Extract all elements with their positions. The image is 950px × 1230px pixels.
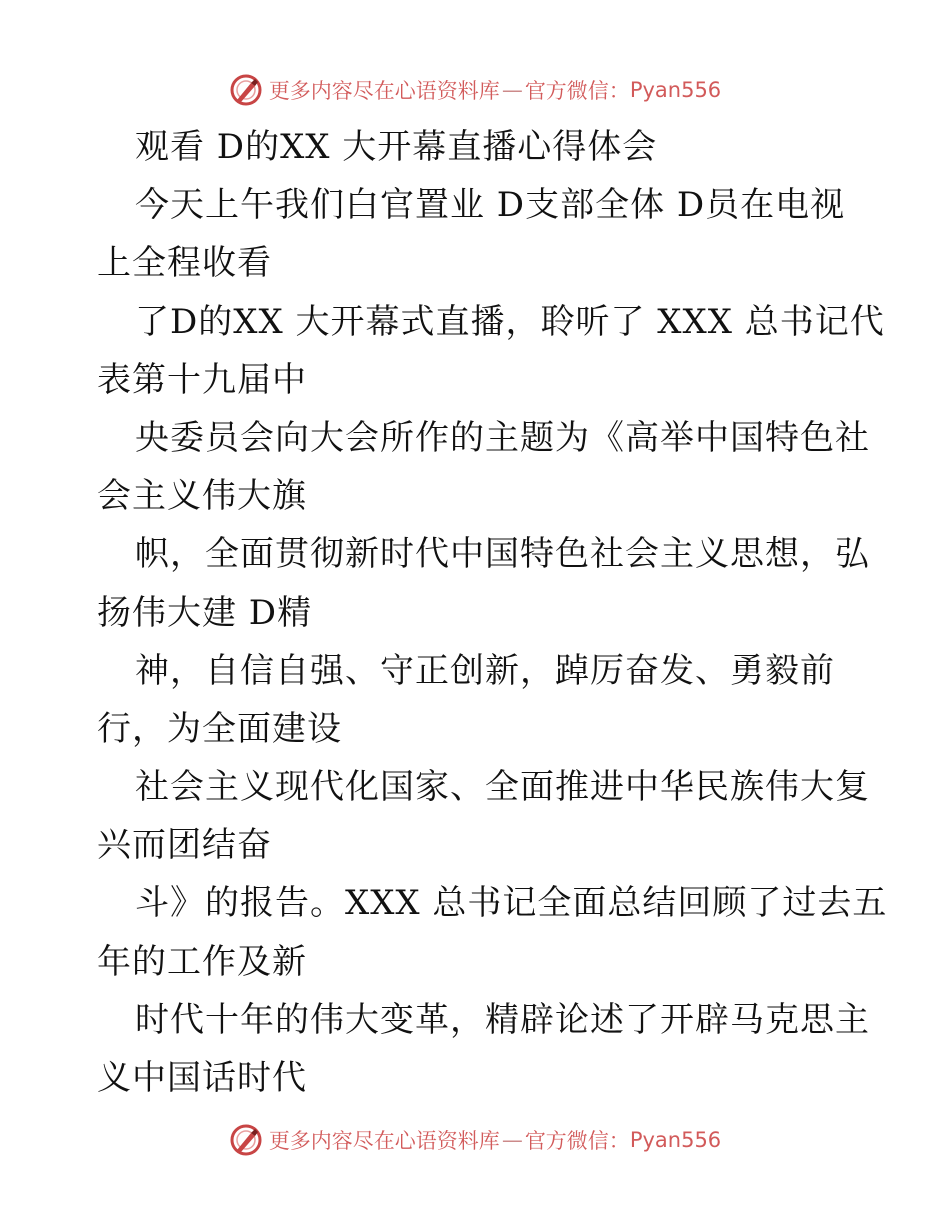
paragraph-line: 会主义伟大旗 bbox=[97, 476, 307, 517]
paragraph-line: 兴而团结奋 bbox=[97, 825, 272, 866]
watermark-wechat-label: 官方微信： bbox=[524, 79, 630, 103]
paragraph-line: 神，自信自强、守正创新，踔厉奋发、勇毅前 bbox=[135, 650, 835, 691]
watermark-wechat-id: Pyan556 bbox=[629, 78, 722, 102]
watermark-wechat-label: 官方微信： bbox=[524, 1129, 630, 1153]
watermark-promo-text: 更多内容尽在心语资料库 bbox=[268, 1129, 500, 1153]
watermark-separator: — bbox=[501, 1128, 523, 1152]
watermark-promo-text: 更多内容尽在心语资料库 bbox=[268, 79, 500, 103]
paragraph-line: 斗》的报告。XXX 总书记全面总结回顾了过去五 bbox=[135, 883, 888, 924]
paragraph-line: 今天上午我们白官置业 D支部全体 D员在电视 bbox=[135, 185, 846, 226]
pen-logo-icon bbox=[229, 73, 263, 107]
header-watermark bbox=[0, 70, 950, 110]
paragraph-line: 表第十九届中 bbox=[97, 359, 307, 400]
document-title: 观看 D的XX 大开幕直播心得体会 bbox=[135, 127, 658, 167]
watermark-separator: — bbox=[501, 78, 523, 102]
paragraph-line: 帜，全面贯彻新时代中国特色社会主义思想，弘 bbox=[135, 534, 870, 575]
paragraph-line: 央委员会向大会所作的主题为《高举中国特色社 bbox=[135, 417, 870, 458]
paragraph-line: 义中国话时代 bbox=[97, 1058, 307, 1098]
paragraph-line: 上全程收看 bbox=[97, 243, 272, 284]
paragraph-line: 扬伟大建 D精 bbox=[97, 592, 313, 633]
pen-logo-icon bbox=[229, 1123, 263, 1157]
paragraph-line: 了D的XX 大开幕式直播，聆听了 XXX 总书记代 bbox=[135, 301, 885, 342]
watermark-wechat-id: Pyan556 bbox=[629, 1128, 722, 1152]
footer-watermark bbox=[0, 1120, 950, 1160]
paragraph-line: 时代十年的伟大变革，精辟论述了开辟马克思主 bbox=[135, 999, 870, 1040]
paragraph-line: 社会主义现代化国家、全面推进中华民族伟大复 bbox=[135, 767, 870, 808]
paragraph-line: 年的工作及新 bbox=[97, 941, 307, 982]
document-body bbox=[97, 118, 888, 1107]
paragraph-line: 行，为全面建设 bbox=[97, 708, 342, 749]
